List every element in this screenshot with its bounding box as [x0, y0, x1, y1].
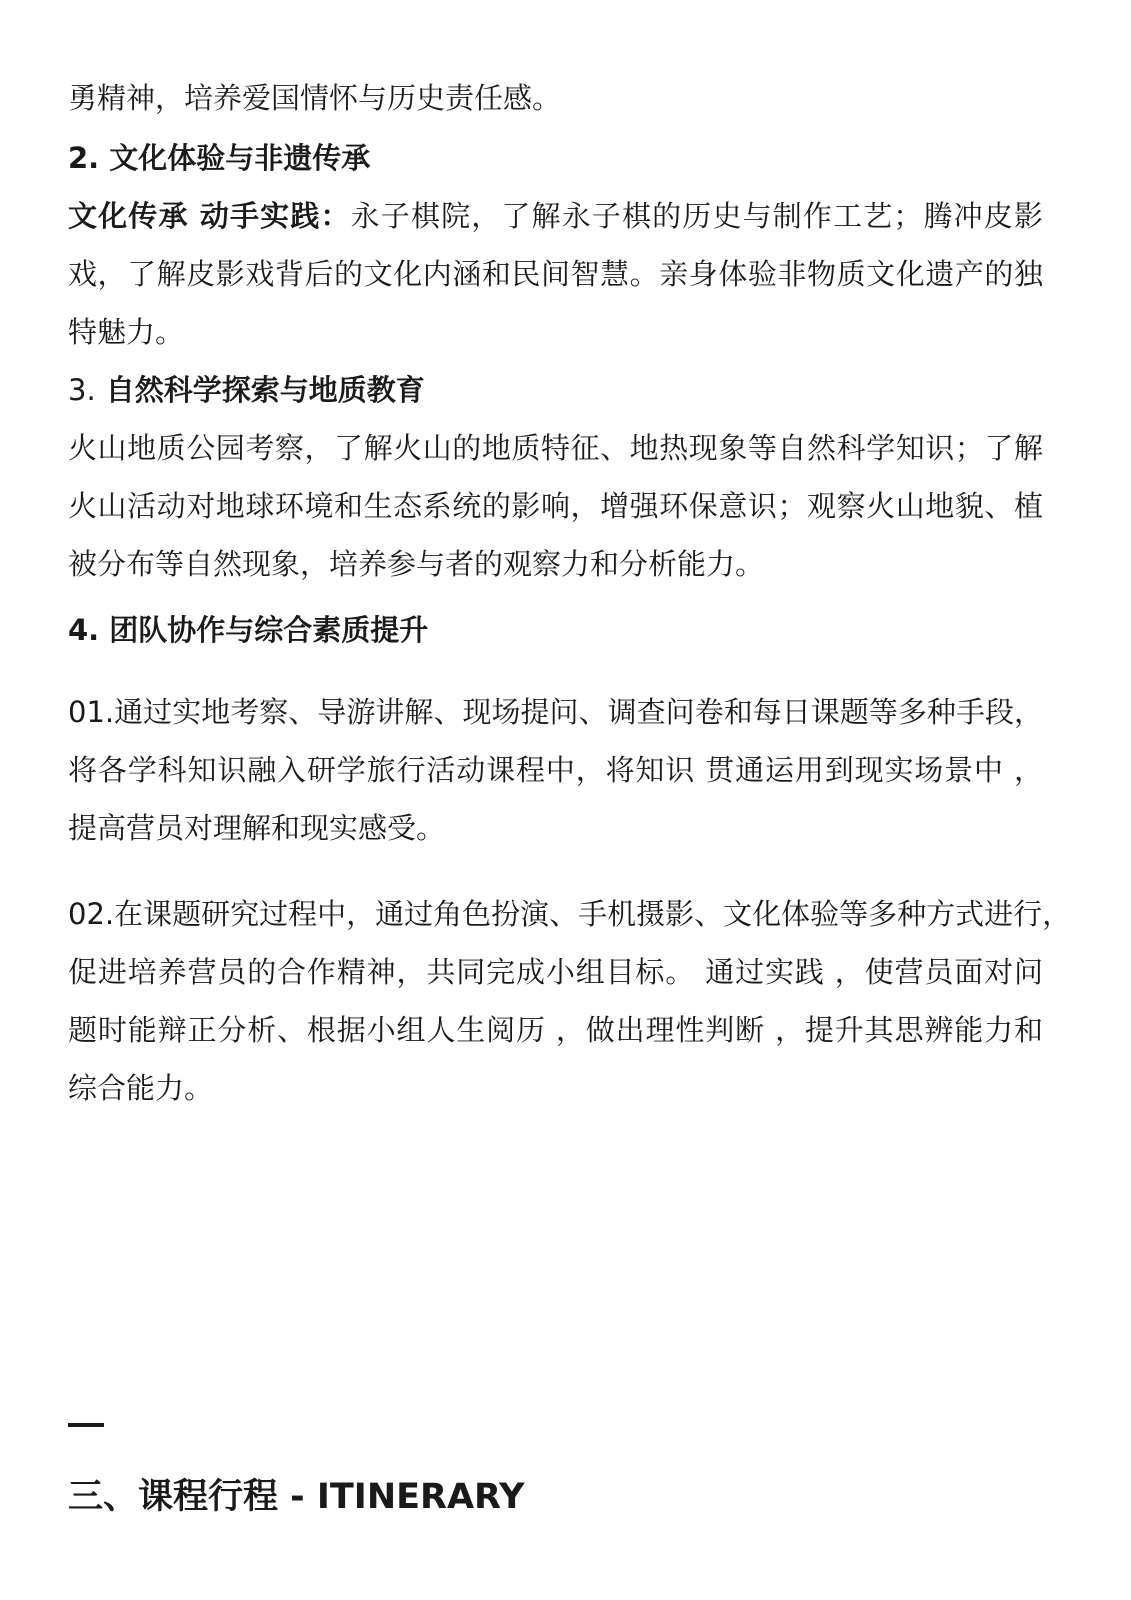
itinerary-section-title: 三、课程行程 - ITINERARY [68, 1477, 525, 1517]
section-3-line-3: 被分布等自然现象，培养参与者的观察力和分析能力。 [68, 547, 765, 581]
section-3-line-2: 火山活动对地球环境和生态系统的影响，增强环保意识；观察火山地貌、植 [68, 489, 1043, 523]
section-3-line-1: 火山地质公园考察，了解火山的地质特征、地热现象等自然科学知识；了解 [68, 431, 1043, 465]
section-4-para-2-line-4: 综合能力。 [68, 1071, 214, 1105]
section-2-line-1 [68, 196, 1043, 236]
section-3-title: 自然科学探索与地质教育 [105, 373, 425, 407]
section-2-lead: 文化传承 动手实践： [68, 199, 351, 233]
section-3-heading [68, 370, 425, 410]
section-2-line-1-text: 永子棋院，了解永子棋的历史与制作工艺；腾冲皮影 [350, 199, 1043, 233]
section-4-para-2-line-3: 题时能辩正分析、根据小组人生阅历 ，做出理性判断 ，提升其思辨能力和 [68, 1013, 1043, 1047]
section-2-line-2: 戏，了解皮影戏背后的文化内涵和民间智慧。亲身体验非物质文化遗产的独 [68, 257, 1043, 291]
section-4-para-1-line-1: 01.通过实地考察、导游讲解、现场提问、调查问卷和每日课题等多种手段， [68, 695, 1043, 729]
intro-tail-text: 勇精神，培养爱国情怀与历史责任感。 [68, 81, 562, 115]
section-4-para-1-line-3: 提高营员对理解和现实感受。 [68, 811, 446, 845]
section-3-number: 3. [68, 373, 96, 407]
section-2-line-3: 特魅力。 [68, 315, 185, 349]
section-divider [68, 1423, 104, 1427]
section-2-heading: 2. 文化体验与非遗传承 [68, 141, 371, 175]
section-4-para-2-line-1: 02.在课题研究过程中，通过角色扮演、手机摄影、文化体验等多种方式进行， [68, 897, 1072, 931]
section-4-para-2-line-2: 促进培养营员的合作精神，共同完成小组目标。 通过实践 ，使营员面对问 [68, 955, 1043, 989]
section-4-heading: 4. 团队协作与综合素质提升 [68, 613, 429, 647]
section-4-para-1-line-2: 将各学科知识融入研学旅行活动课程中，将知识 贯通运用到现实场景中 ， [68, 753, 1043, 787]
